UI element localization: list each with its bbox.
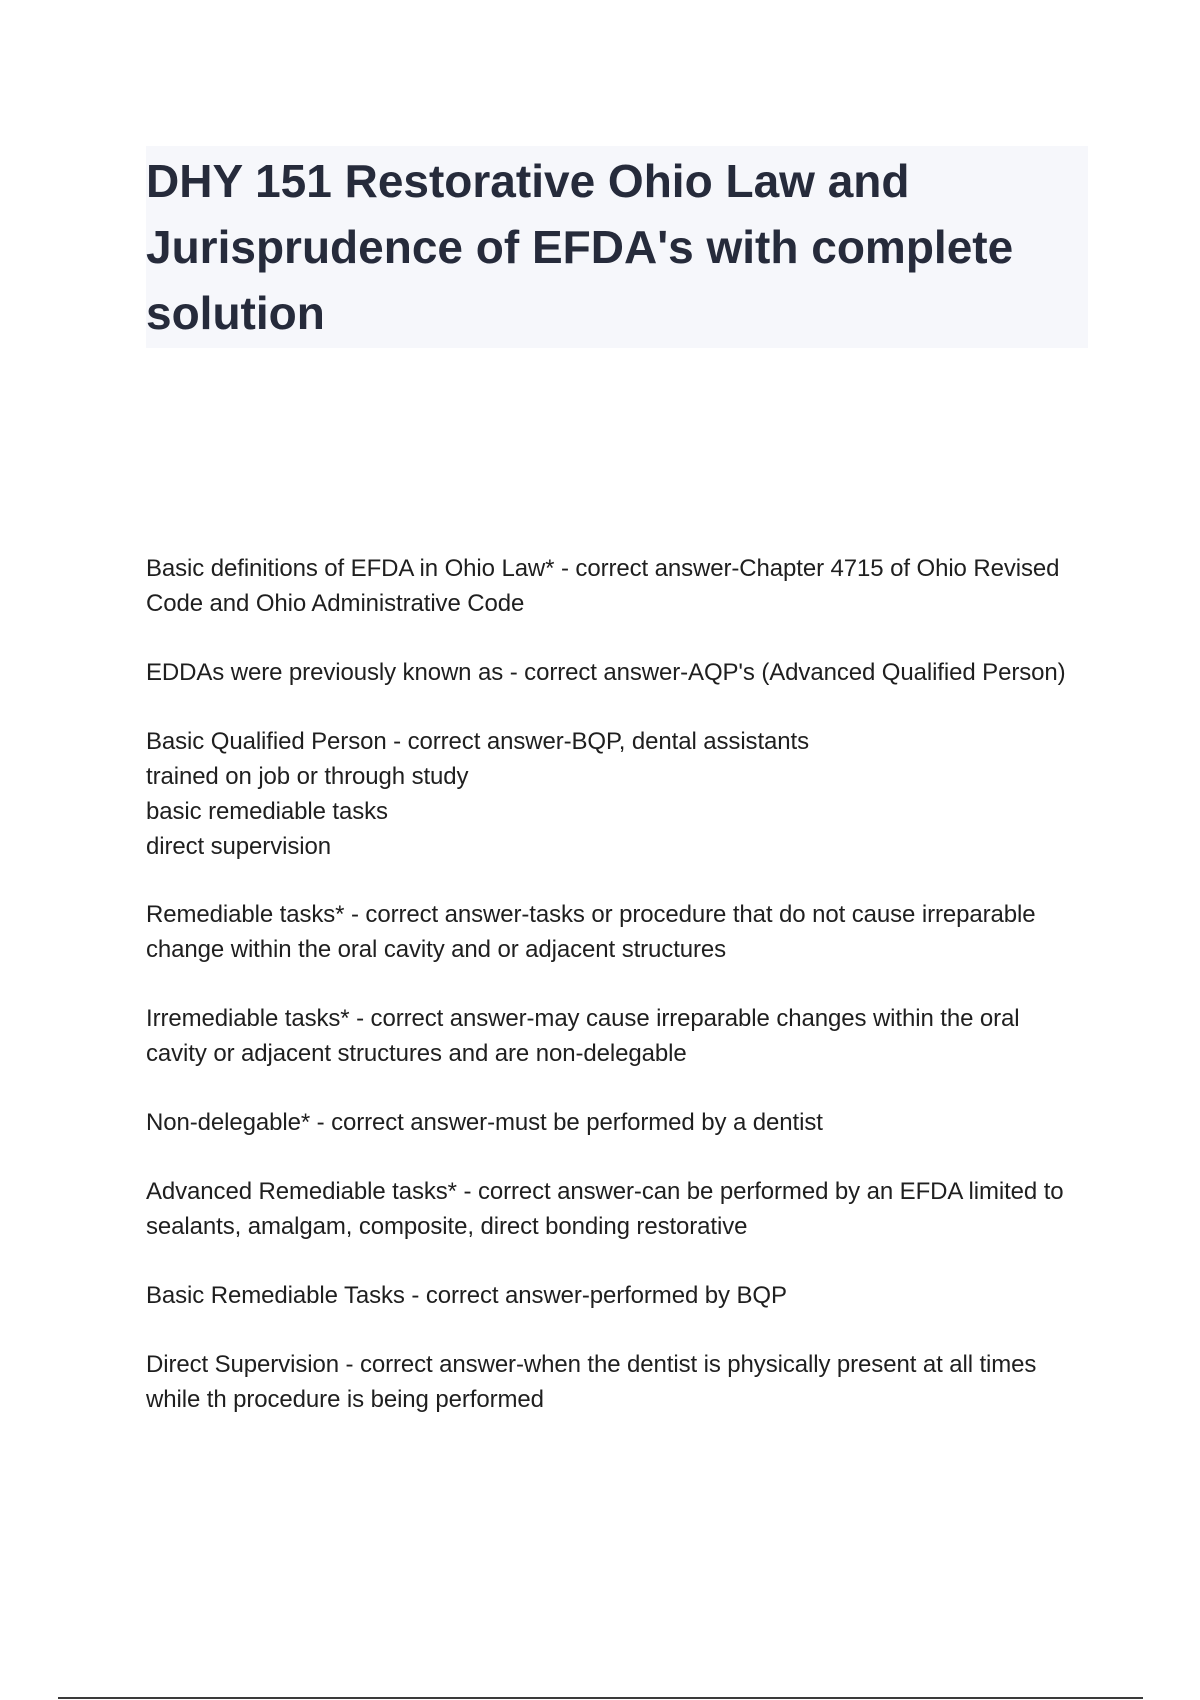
page-title: DHY 151 Restorative Ohio Law and Jurisprudence of EFDA's with complete solution	[146, 155, 1014, 339]
qa-entry: Basic Qualified Person - correct answer-BQP, dental assistants trained on job or through study basic remediable tasks direct supervision	[146, 728, 809, 860]
qa-entry: EDDAs were previously known as - correct answer-AQP's (Advanced Qualified Person)	[146, 659, 1066, 686]
qa-list	[146, 551, 1086, 1451]
qa-entry: Basic definitions of EFDA in Ohio Law* - correct answer-Chapter 4715 of Ohio Revised Code and Ohio Administrative Code	[146, 555, 1060, 617]
qa-entry: Direct Supervision - correct answer-when the dentist is physically present at all times while th procedure is being performed	[146, 1351, 1037, 1413]
qa-entry: Non-delegable* - correct answer-must be performed by a dentist	[146, 1109, 823, 1136]
title-banner	[146, 146, 1088, 348]
footer-divider	[58, 1697, 1143, 1699]
qa-entry: Advanced Remediable tasks* - correct answer-can be performed by an EFDA limited to sealants, amalgam, composite, direct bonding restorative	[146, 1178, 1064, 1240]
qa-entry: Basic Remediable Tasks - correct answer-performed by BQP	[146, 1282, 787, 1309]
qa-entry: Irremediable tasks* - correct answer-may cause irreparable changes within the oral cavity or adjacent structures and are non-delegable	[146, 1005, 1020, 1067]
qa-entry: Remediable tasks* - correct answer-tasks or procedure that do not cause irreparable change within the oral cavity and or adjacent structures	[146, 901, 1036, 963]
